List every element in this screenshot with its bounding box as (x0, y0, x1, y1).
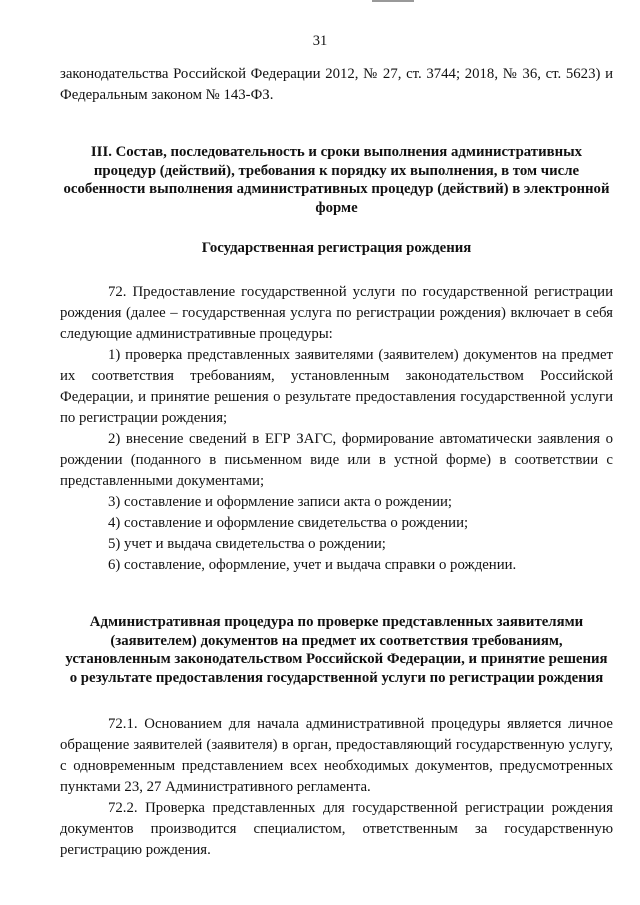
intro-paragraph: законодательства Российской Федерации 2012, № 27, ст. 3744; 2018, № 36, ст. 5623) и Федеральным законом № 143-ФЗ. (60, 66, 613, 103)
paragraph-72-2: 72.2. Проверка представленных для государственной регистрации рождения документов производится специалистом, ответственным за государственную регистрацию рождения. (60, 800, 613, 858)
procedure-item-5: 5) учет и выдача свидетельства о рождении; (108, 536, 386, 552)
page-number: 31 (312, 33, 328, 49)
document-body (60, 64, 613, 861)
procedure-item-1: 1) проверка представленных заявителями (заявителем) документов на предмет их соответствия требованиям, установленным законодательством Российской Федерации, и принятие решения о результате предоставления государственной услуги по регистрации рождения; (60, 347, 613, 426)
scan-mark (372, 0, 414, 2)
procedure-item-3: 3) составление и оформление записи акта о рождении; (108, 494, 453, 510)
paragraph-72-1: 72.1. Основанием для начала административной процедуры является личное обращение заявителей (заявителя) в орган, предоставляющий государственную услугу, с одновременным представлением всех необходимых документов, предусмотренных пунктами 23, 27 Административного регламента. (60, 716, 613, 795)
procedure-item-6: 6) составление, оформление, учет и выдача справки о рождении. (108, 557, 517, 573)
procedure-heading: Административная процедура по проверке представленных заявителями (заявителем) документов на предмет их соответствия требованиям, установленным законодательством Российской Федерации, и принятие решения о результате предоставления государственной услуги по регистрации рождения (65, 614, 608, 686)
subsection-heading: Государственная регистрация рождения (201, 240, 472, 256)
section-heading: III. Состав, последовательность и сроки выполнения административных процедур (действий), требования к порядку их выполнения, в том числе особенности выполнения административных процедур (действий) в электронной форме (63, 144, 610, 216)
paragraph-72: 72. Предоставление государственной услуги по государственной регистрации рождения (далее – государственная услуга по регистрации рождения) включает в себя следующие административные процедуры: (60, 284, 613, 342)
procedure-item-4: 4) составление и оформление свидетельства о рождении; (108, 515, 469, 531)
procedure-item-2: 2) внесение сведений в ЕГР ЗАГС, формирование автоматически заявления о рождении (поданного в письменном виде или в устной форме) в соответствии с представленными документами; (60, 431, 613, 489)
